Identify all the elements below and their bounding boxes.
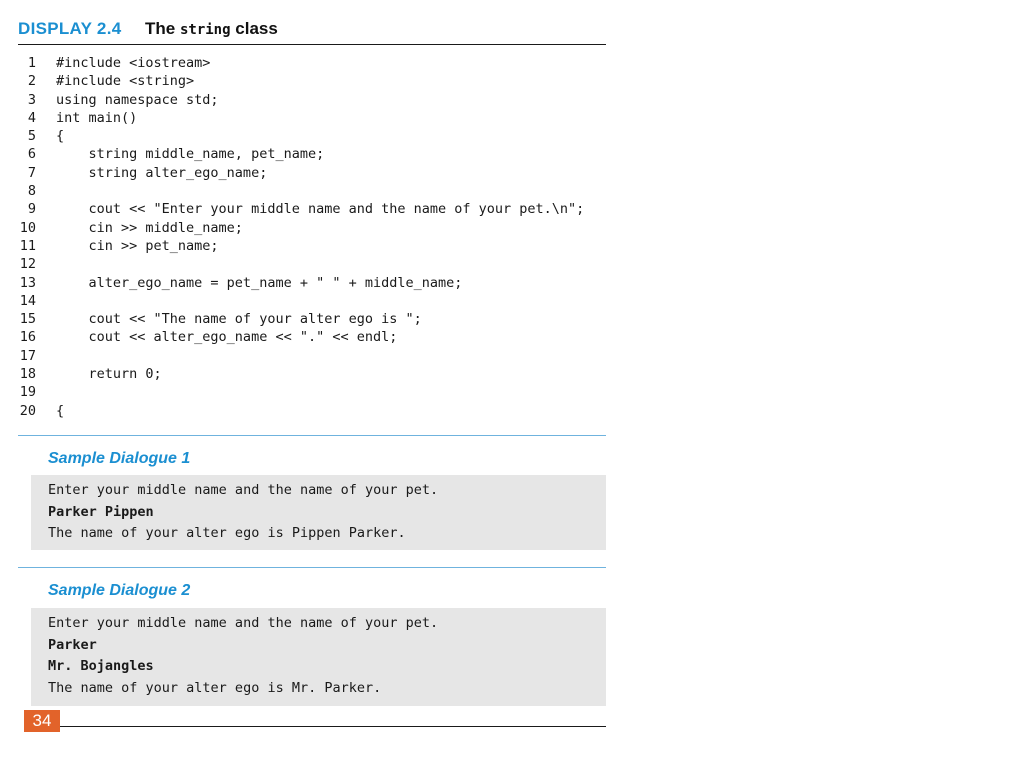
sample-dialogue-1-box: [31, 475, 606, 550]
line-number: 5: [27, 128, 36, 145]
code-line: [18, 110, 606, 128]
code-line: [18, 348, 606, 366]
display-header: [18, 19, 606, 45]
code-text: {: [56, 402, 65, 419]
line-number: 2: [27, 73, 36, 90]
line-number: 8: [27, 183, 36, 200]
code-text: {: [56, 128, 65, 145]
code-text: string middle_name, pet_name;: [56, 146, 325, 163]
code-line: [18, 384, 606, 402]
code-text: return 0;: [56, 366, 162, 383]
line-number: 16: [19, 329, 36, 346]
line-number: 14: [19, 292, 36, 309]
line-number: 18: [19, 366, 36, 383]
line-number: 1: [27, 55, 36, 71]
code-line: [18, 220, 606, 238]
code-line: [18, 403, 606, 421]
line-number: 3: [27, 91, 36, 108]
code-text: string alter_ego_name;: [56, 164, 268, 181]
dialogue-output-line: The name of your alter ego is Mr. Parker.: [48, 680, 382, 696]
title-code: string: [179, 22, 231, 38]
line-number: 10: [19, 219, 36, 236]
line-number: 11: [19, 237, 36, 254]
code-line: [18, 311, 606, 329]
sample-dialogue-2-title: Sample Dialogue 2: [48, 582, 191, 599]
code-line: [18, 128, 606, 146]
code-text: #include <iostream>: [56, 55, 211, 71]
code-line: [18, 366, 606, 384]
dialogue-output-line: The name of your alter ego is Pippen Parker.: [48, 525, 406, 541]
code-line: [18, 201, 606, 219]
line-number: 13: [19, 274, 36, 291]
footer-rule: [60, 726, 606, 727]
line-number: 6: [27, 146, 36, 163]
code-text: using namespace std;: [56, 91, 219, 108]
code-line: [18, 165, 606, 183]
section-divider: [18, 567, 606, 568]
code-line: [18, 73, 606, 91]
dialogue-input-line: Parker Pippen: [48, 504, 154, 520]
sample-dialogue-1-title: Sample Dialogue 1: [48, 450, 191, 467]
dialogue-output-line: Enter your middle name and the name of your pet.: [48, 615, 439, 631]
code-text: cin >> pet_name;: [56, 237, 219, 254]
code-text: cin >> middle_name;: [56, 219, 243, 236]
code-line: [18, 293, 606, 311]
code-line: [18, 329, 606, 347]
code-text: cout << "The name of your alter ego is ";: [56, 311, 422, 328]
section-divider: [18, 435, 606, 436]
dialogue-input-line: Parker: [48, 637, 97, 653]
line-number: 9: [27, 201, 36, 218]
line-number: 17: [19, 347, 36, 364]
code-text: cout << "Enter your middle name and the name of your pet.\n";: [56, 201, 585, 218]
display-label: DISPLAY 2.4: [18, 19, 122, 38]
dialogue-input-line: Mr. Bojangles: [48, 658, 154, 674]
code-line: [18, 275, 606, 293]
display-title: [145, 19, 278, 39]
code-text: #include <string>: [56, 73, 195, 90]
line-number: 12: [19, 256, 36, 273]
code-line: [18, 146, 606, 164]
sample-dialogue-2-box: [31, 608, 606, 706]
code-text: cout << alter_ego_name << "." << endl;: [56, 329, 398, 346]
code-text: alter_ego_name = pet_name + " " + middle_name;: [56, 274, 463, 291]
title-suffix: class: [235, 19, 278, 38]
code-line: [18, 55, 606, 73]
code-line: [18, 238, 606, 256]
line-number: 20: [19, 402, 36, 419]
code-text: int main(): [56, 109, 138, 126]
code-line: [18, 256, 606, 274]
dialogue-output-line: Enter your middle name and the name of your pet.: [48, 482, 439, 498]
line-number: 19: [19, 384, 36, 401]
line-number: 4: [27, 109, 36, 126]
line-number: 15: [19, 311, 36, 328]
code-line: [18, 183, 606, 201]
page-number: 34: [24, 710, 60, 732]
line-number: 7: [27, 164, 36, 181]
code-line: [18, 92, 606, 110]
title-prefix: The: [145, 19, 176, 38]
code-listing: [18, 55, 606, 421]
